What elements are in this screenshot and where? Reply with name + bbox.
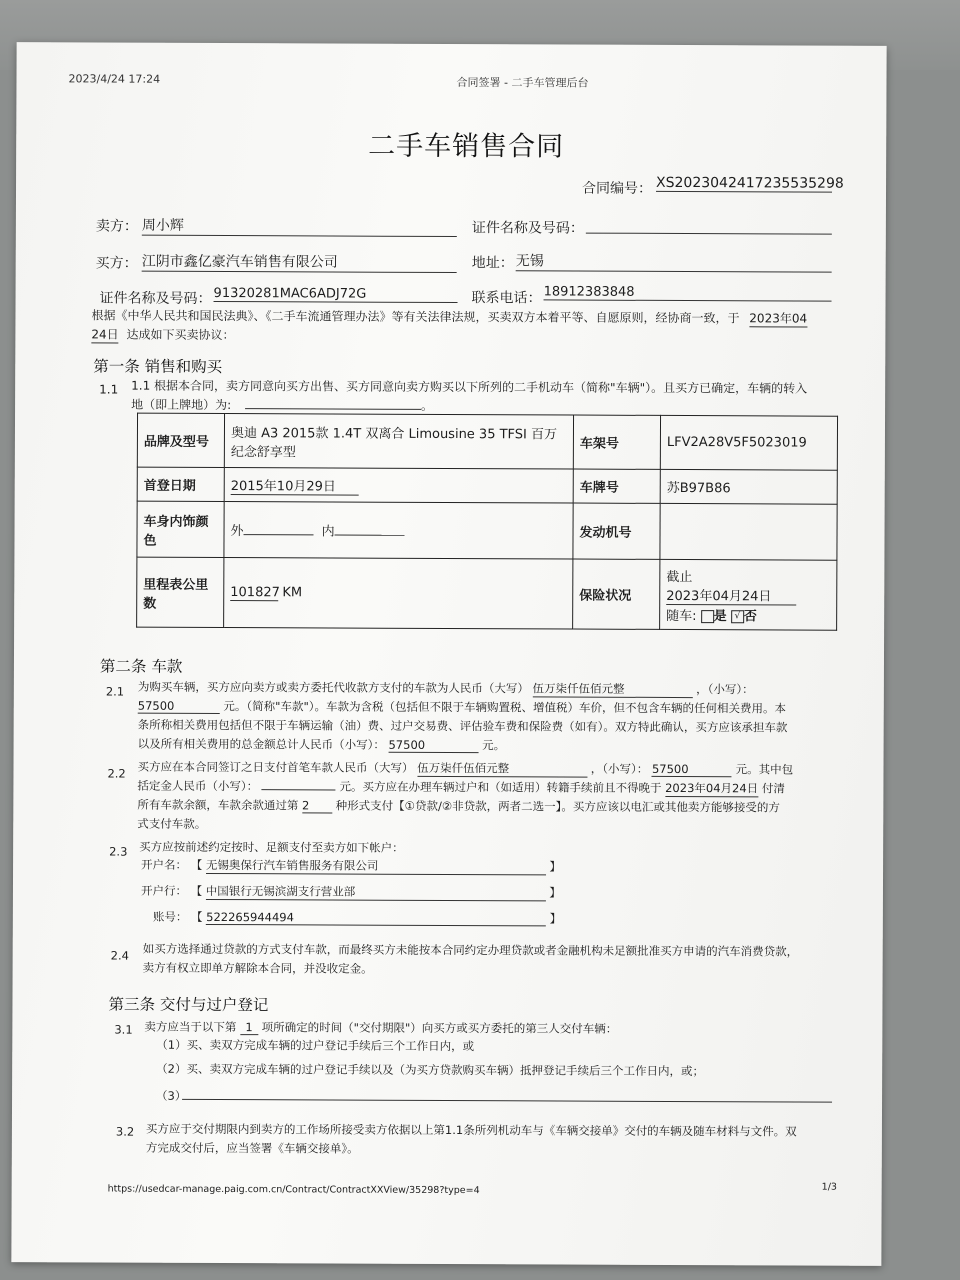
table-row — [137, 467, 837, 504]
bracket-left: 【 — [190, 883, 203, 898]
intro-end: 达成如下买卖协议： — [126, 327, 235, 343]
vin-value: LFV2A28V5F5023019 — [660, 415, 837, 470]
first-reg-value: 2015年10月29日 — [231, 475, 359, 496]
clause-2-2-d: 括定金人民币（小写）： — [137, 778, 259, 794]
seller-name: 周小辉 — [142, 215, 457, 237]
plate-label: 车牌号 — [573, 469, 660, 503]
clause-3-1-num: 3.1 — [114, 1022, 133, 1037]
insurance-until: 截止 — [666, 569, 693, 585]
address-label: 地址： — [471, 255, 514, 272]
bracket-left: 【 — [190, 857, 203, 872]
intro-date-2: 24日 — [91, 327, 119, 342]
registration-place-line — [245, 396, 421, 410]
with-car-label: 随车: — [666, 608, 697, 624]
color-label-line-1: 车身内饰颜 — [143, 514, 209, 530]
insurance-cell — [660, 559, 837, 630]
brand-value-line-2: 纪念舒享型 — [230, 444, 296, 460]
clause-1-1-num: 1.1 — [99, 382, 119, 397]
table-row — [137, 413, 837, 470]
bank-label: 开户行： — [140, 883, 187, 898]
clause-2-1-amount: 57500 — [138, 699, 220, 714]
clause-2-1-line-4 — [138, 736, 506, 754]
address-value: 无锡 — [516, 250, 832, 272]
insurance-label: 保险状况 — [573, 559, 660, 629]
exterior-label: 外 — [230, 524, 244, 540]
buyer-id-label: 证件名称及号码： — [99, 290, 212, 307]
phone-value: 18912383848 — [544, 284, 832, 301]
clause-2-1-line-2 — [138, 698, 786, 717]
bank-row — [141, 883, 561, 902]
clause-2-2-a: 买方应在本合同签订之日支付首笔车款人民币（大写） — [137, 759, 414, 775]
intro-text — [91, 306, 807, 327]
account-name-label: 开户名： — [141, 857, 188, 872]
clause-2-1-b: ，（小写）： — [696, 682, 754, 697]
mileage-label-line-1: 里程表公里 — [143, 577, 209, 593]
vin-label: 车架号 — [573, 415, 660, 469]
section-1-title: 第一条 销售和购买 — [93, 357, 223, 377]
account-no-label: 账号： — [152, 909, 188, 924]
interior-label: 内 — [321, 524, 335, 540]
brand-value — [224, 414, 573, 470]
intro-line-1: 根据《中华人民共和国民法典》、《二手车流通管理办法》等有关法律法规，买卖双方本着平等、自愿原则，经协商一致，于 — [91, 308, 740, 326]
option-2: （2）买、卖双方完成车辆的过户登记手续以及（为买方贷款购买车辆）抵押登记手续后三个工作日内，或； — [156, 1061, 705, 1079]
contract-no: XS20230424172355352​98 — [656, 174, 844, 192]
clause-2-2-num: 2.2 — [107, 766, 126, 781]
account-no-value: 522265944494 — [206, 910, 546, 926]
clause-2-2-amount: 57500 — [652, 762, 732, 777]
mileage-label — [137, 557, 224, 627]
print-page-title: 合同签署 - 二手车管理后台 — [456, 76, 589, 90]
clause-2-1-e: 以及所有相关费用的总金额总计人民币（小写）： — [137, 736, 385, 752]
intro-date-1: 2023年04 — [749, 311, 808, 326]
table-row — [137, 557, 837, 630]
clause-2-1-c: 元。（简称"车款"）。车款为含税（包括但不限于车辆购置税、增值税）车价，但不包含车辆的任何相关费用。本 — [223, 699, 787, 716]
clause-3-2-line-2: 方完成交付后，应当签署《车辆交接单》。 — [145, 1140, 359, 1156]
page-title: 二手车销售合同 — [368, 130, 565, 163]
clause-2-1-a: 为购买车辆，买方应向卖方或卖方委托代收款方支付的车款为人民币（大写） — [137, 679, 529, 696]
yes-checkbox[interactable] — [701, 610, 714, 623]
interior-line — [335, 523, 405, 536]
clause-1-1-text-2-label: 地（即上牌地）为: — [131, 397, 232, 413]
bracket-right: 】 — [549, 885, 561, 900]
section-3-title: 第三条 交付与过户登记 — [108, 995, 269, 1015]
clause-2-2-c: 元。其中包 — [735, 762, 794, 777]
clause-2-2-date: 2023年04月24日 — [665, 780, 759, 796]
page-number: 1/3 — [821, 1181, 837, 1193]
with-car-row — [666, 604, 830, 624]
clause-2-2-e: 元。买方应在办理车辆过户和（如适用）转籍手续前且不得晚于 — [339, 779, 662, 795]
bracket-right: 】 — [549, 859, 562, 874]
bracket-right: 】 — [549, 911, 562, 926]
clause-3-1-choice: 1 — [240, 1020, 258, 1035]
clause-2-1-line-1 — [138, 679, 754, 699]
plate-value: 苏B97B86 — [660, 469, 837, 504]
color-label — [137, 501, 224, 557]
buyer-label: 买方： — [95, 255, 138, 272]
engine-value — [660, 503, 837, 560]
clause-2-4-num: 2.4 — [110, 948, 130, 963]
color-label-line-2: 色 — [143, 533, 157, 549]
print-datetime: 2023/4/24 17:24 — [68, 72, 161, 86]
account-name-row — [141, 857, 561, 876]
clause-2-4-line-2: 卖方有权立即单方解除本合同，并没收定金。 — [142, 960, 373, 976]
clause-2-2-amount-cn: 伍万柒仟伍佰元整 — [417, 760, 587, 778]
clause-3-1-b: 项所确定的时间（"交付期限"）向买方或买方委托的第三人交付车辆： — [261, 1020, 618, 1036]
first-reg-cell — [224, 468, 573, 504]
bank-value: 中国银行无锡滨湖支行营业部 — [206, 883, 546, 901]
contract-page — [11, 42, 886, 1266]
engine-label: 发动机号 — [573, 503, 660, 559]
contract-no-label: 合同编号： — [581, 180, 653, 197]
color-cell — [224, 502, 573, 560]
vehicle-table — [136, 413, 838, 631]
no-checkbox[interactable]: √ — [731, 610, 744, 623]
clause-2-3-text: 买方应按前述约定按时、足额支付至卖方如下帐户： — [139, 839, 404, 855]
clause-2-1-total: 57500 — [388, 738, 478, 753]
clause-1-1-end: 。 — [420, 398, 434, 413]
option-1: （1）买、卖双方完成车辆的过户登记手续后三个工作日内，或 — [156, 1037, 475, 1054]
clause-2-2-line-1 — [137, 759, 793, 779]
mileage-value: 101827 — [230, 584, 280, 600]
buyer-name: 江阴市鑫亿豪汽车销售有限公司 — [142, 251, 457, 273]
first-reg-label: 首登日期 — [137, 467, 224, 501]
phone-label: 联系电话： — [471, 290, 542, 307]
option-3-line — [182, 1099, 832, 1103]
option-3-label: （3） — [156, 1088, 187, 1103]
account-no-row — [153, 909, 562, 927]
table-row — [137, 501, 837, 560]
clause-2-2-choice: 2 — [302, 798, 332, 813]
seller-label: 卖方： — [95, 218, 138, 235]
deposit-line — [262, 778, 336, 790]
clause-2-4-line-1: 如买方选择通过贷款的方式支付车款，而最终买方未能按本合同约定办理贷款或者金融机构未足额批准买方申请的汽车消费贷款， — [142, 941, 799, 959]
clause-2-2-line-4: 式支付车款。 — [137, 816, 207, 831]
clause-2-3-num: 2.3 — [109, 844, 128, 859]
clause-3-2-line-1: 买方应于交付期限内到卖方的工作场所接受卖方依据以上第1.1条所列机动车与《车辆交接单》交付的车辆及随车材料与文件。双 — [145, 1121, 797, 1139]
clause-1-1-text-2 — [131, 396, 433, 414]
brand-value-line-1: 奥迪 A3 2015款 1.4T 双离合 Limousine 35 TFSI 百万 — [230, 425, 558, 442]
clause-2-1-f: 元。 — [482, 738, 506, 753]
clause-2-2-line-3 — [137, 797, 780, 816]
yes-label: 是 — [713, 608, 727, 624]
brand-label: 品牌及型号 — [137, 413, 224, 467]
clause-3-1-line-1 — [144, 1019, 617, 1037]
clause-2-1-num: 2.1 — [105, 684, 125, 699]
mileage-label-line-2: 数 — [143, 596, 157, 612]
clause-1-1-text-1: 1.1 根据本合同，卖方同意向买方出售、买方同意向卖方购买以下所列的二手机动车（简称"车辆"）。且买方已确定，车辆的转入 — [131, 378, 808, 396]
mileage-cell — [224, 558, 573, 630]
clause-2-2-f: 付清 — [761, 781, 785, 796]
clause-2-1-line-3: 条所称相关费用包括但不限于车辆运输（油）费、过户交易费、评估验车费和保险费（如有）。双方特此确认，买方应该承担车款 — [137, 717, 788, 735]
bracket-left: 【 — [190, 909, 203, 924]
mileage-unit: KM — [282, 584, 303, 600]
clause-2-2-line-2 — [137, 778, 784, 798]
intro-line-2 — [91, 325, 234, 344]
insurance-date: 2023年04月24日 — [666, 584, 796, 605]
buyer-id-value: 91320281MAC6ADJ72G — [214, 286, 458, 303]
clause-2-2-h: 种形式支付【①贷款/②非贷款，两者二选一】。买方应该以电汇或其他卖方能够接受的方 — [335, 798, 780, 815]
seller-id-label: 证件名称及号码： — [471, 220, 584, 237]
clause-3-2-num: 3.2 — [115, 1124, 135, 1139]
section-2-title: 第二条 车款 — [99, 657, 183, 676]
seller-id-line — [586, 233, 832, 235]
account-name-value: 无锡奥保行汽车销售服务有限公司 — [206, 857, 546, 875]
no-label: 否 — [743, 608, 757, 624]
clause-2-2-b: ，（小写）： — [590, 761, 649, 776]
footer-url: https://usedcar-manage.paig.com.cn/Contract/ContractXXView/35298?type=4 — [107, 1183, 480, 1197]
clause-2-1-amount-cn: 伍万柒仟伍佰元整 — [532, 680, 692, 698]
clause-3-1-a: 卖方应当于以下第 — [144, 1019, 237, 1035]
exterior-line — [244, 522, 314, 535]
clause-2-2-g: 所有车款余额，车款余款通过第 — [137, 797, 299, 813]
